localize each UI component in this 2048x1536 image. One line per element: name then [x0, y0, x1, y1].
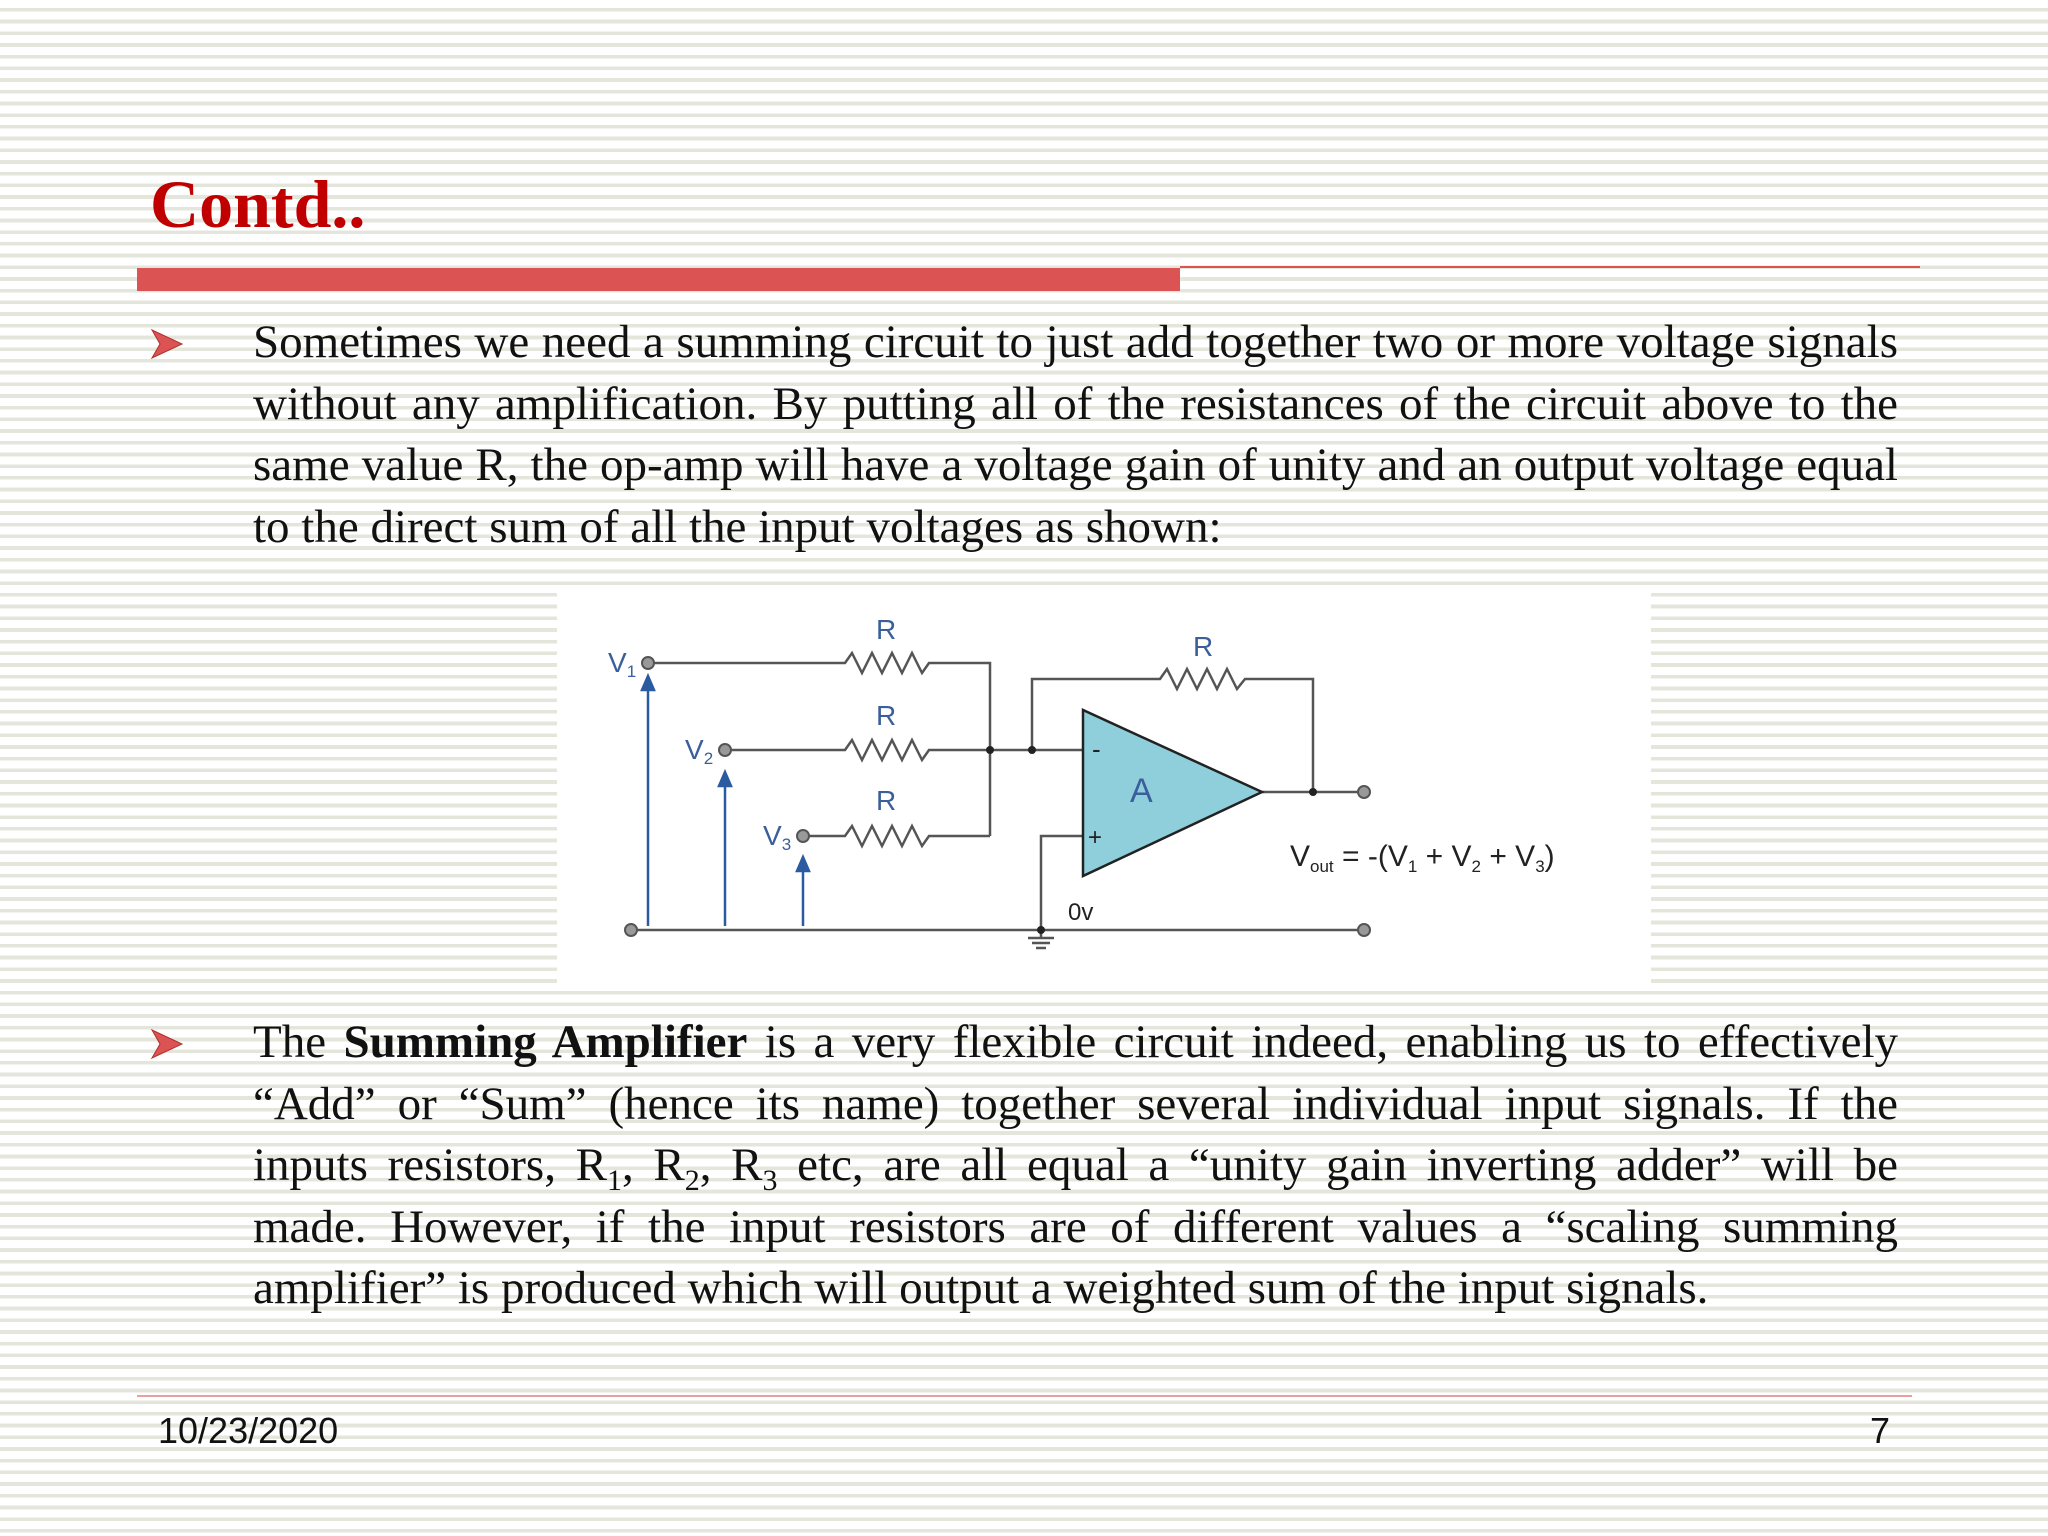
- junction-dot: [1309, 788, 1317, 796]
- title-underline-bar: [137, 268, 1180, 291]
- r2-label: R: [876, 700, 897, 731]
- v1-label: V1: [608, 647, 637, 681]
- r3-label: R: [876, 785, 897, 816]
- page-number: 7: [1870, 1410, 1891, 1451]
- junction-dot: [986, 746, 994, 754]
- v3-label: V3: [763, 820, 792, 854]
- opamp-triangle: [1083, 710, 1262, 876]
- arrow-bullet-icon: [150, 326, 186, 362]
- v3-terminal: [797, 830, 809, 842]
- opamp-label: A: [1130, 772, 1153, 810]
- plus-input-label: +: [1088, 824, 1103, 851]
- v3-wire: [803, 826, 990, 846]
- arrow-head-icon: [719, 772, 731, 786]
- footer-divider: [137, 1395, 1912, 1397]
- rf-label: R: [1193, 631, 1214, 662]
- ground-label: 0v: [1068, 899, 1094, 926]
- circuit-schematic: [550, 590, 1650, 990]
- v1-terminal: [642, 657, 654, 669]
- summing-amplifier-term: Summing Amplifier: [343, 1016, 748, 1068]
- junction-dot: [1028, 746, 1036, 754]
- slide-title: Contd..: [150, 166, 366, 242]
- r1-label: R: [876, 614, 897, 645]
- arrow-head-icon: [642, 676, 654, 690]
- junction-dot: [1037, 926, 1045, 934]
- vout-formula: $V_{out} = -(V_1 + V_2 + V_3)$: [1290, 840, 1555, 876]
- vout-equals: = -(V: [1333, 840, 1408, 873]
- bullet-paragraph-2: The Summing Amplifier is a very flexible circuit indeed, enabling us to effectively “Add” or “Sum” (hence its name) together several individual input signals. If the inputs resistors, $R_1$, $R_2$, $R_3$ etc, are all equal a “unity gain inverting adder” will be made. However, if the input resistors are of different values a “scaling summing amplifier” is produced which will output a weighted sum of the input signals.: [253, 1016, 1898, 1314]
- v2-label: V2: [685, 734, 714, 768]
- arrow-bullet-icon: [150, 1026, 186, 1062]
- ground-terminal-right: [1358, 924, 1370, 936]
- summing-amplifier-diagram: [557, 592, 1651, 985]
- bullet-paragraph-1: Sometimes we need a summing circuit to just add together two or more voltage signals without any amplification. By putting all of the resistances of the circuit above to the same value R, the op-amp will have a voltage gain of unity and an output voltage equal to the direct sum of all the input voltages as shown:: [253, 316, 1898, 553]
- output-terminal: [1358, 786, 1370, 798]
- v2-terminal: [719, 744, 731, 756]
- minus-input-label: -: [1092, 734, 1101, 764]
- arrow-head-icon: [797, 857, 809, 871]
- footer-date: 10/23/2020: [158, 1410, 339, 1451]
- ground-terminal-left: [625, 924, 637, 936]
- title-underline-line: [1180, 266, 1920, 268]
